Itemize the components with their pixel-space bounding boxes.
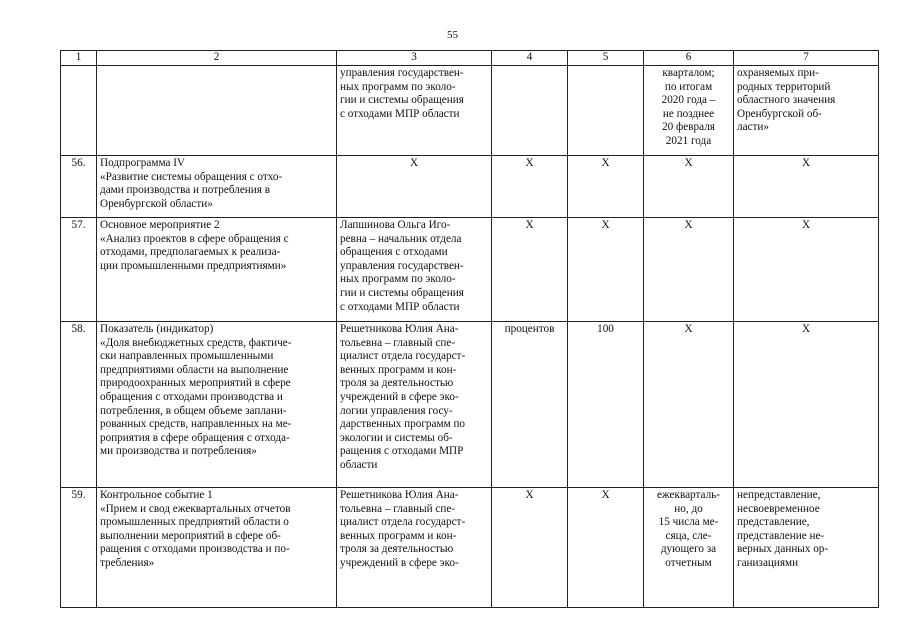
cell-line: промышленных предприятий области о [100, 516, 289, 529]
cell-line: роприятия в сфере обращения с отхода- [100, 431, 290, 444]
cell-line: «Анализ проектов в сфере обращения с [100, 232, 289, 245]
cell-line: верных данных ор- [737, 543, 829, 556]
cell-line: ревна – начальник отдела [340, 232, 462, 245]
cell-line: 15 числа ме- [658, 516, 719, 529]
cell-line: троля за деятельностью [340, 543, 454, 556]
cell-line: ращения с отходами производства и по- [100, 543, 290, 556]
event-name-cell [97, 322, 337, 488]
responsible-cell [337, 156, 492, 218]
note-cell [734, 488, 879, 608]
value-cell: X [568, 156, 644, 218]
cell-line: по итогам [664, 80, 713, 93]
column-header: 3 [337, 51, 492, 66]
note-cell [734, 322, 879, 488]
table-row [61, 218, 879, 322]
cell-line: дами производства и потребления в [100, 184, 270, 197]
cell-line: представление, [737, 516, 810, 529]
cell-line: X [684, 219, 693, 231]
note-cell [734, 66, 879, 156]
responsible-cell [337, 218, 492, 322]
table-row [61, 322, 879, 488]
row-number: 56. [61, 156, 97, 218]
cell-line: венных программ и кон- [340, 363, 457, 376]
cell-line: с отходами МПР области [340, 300, 460, 313]
value-cell: X [568, 218, 644, 322]
column-header: 7 [734, 51, 879, 66]
cell-line: непредставление, [737, 489, 821, 501]
column-header: 6 [644, 51, 734, 66]
cell-line: ми производства и потребления» [100, 445, 257, 458]
cell-line: отходами, предполагаемых к реализа- [100, 246, 281, 259]
event-name-cell [97, 488, 337, 608]
cell-line: Решетникова Юлия Ана- [340, 323, 459, 335]
cell-line: сяца, сле- [665, 529, 712, 542]
cell-line: тольевна – главный спе- [340, 336, 456, 349]
responsible-cell [337, 66, 492, 156]
deadline-cell [644, 322, 734, 488]
cell-line: Показатель (индикатор) [100, 323, 214, 335]
cell-line: с отходами МПР области [340, 107, 460, 120]
cell-line: Лапшинова Ольга Иго- [340, 219, 451, 231]
cell-line: учреждений в сфере эко- [340, 390, 459, 403]
cell-line: ласти» [737, 121, 769, 134]
deadline-cell [644, 66, 734, 156]
cell-line: Основное мероприятие 2 [100, 219, 220, 231]
cell-line: рованных средств, направленных на ме- [100, 418, 292, 431]
cell-line: 2021 года [665, 134, 712, 147]
deadline-cell [644, 488, 734, 608]
cell-line: несвоевременное [737, 502, 820, 515]
cell-line: но, до [674, 502, 703, 515]
deadline-cell [644, 156, 734, 218]
value-cell [568, 66, 644, 156]
cell-line: тольевна – главный спе- [340, 502, 456, 515]
cell-line: дарственных программ по [340, 418, 466, 431]
unit-cell: X [492, 218, 568, 322]
event-name-cell [97, 66, 337, 156]
deadline-cell [644, 218, 734, 322]
cell-line: Оренбургской об- [737, 107, 822, 120]
cell-line: охраняемых при- [737, 67, 819, 79]
value-cell: X [568, 488, 644, 608]
page-number: 55 [447, 29, 458, 41]
cell-line: ных программ по эколо- [340, 80, 456, 93]
responsible-cell [337, 322, 492, 488]
cell-line: отчетным [665, 556, 712, 569]
cell-line: управления государствен- [340, 67, 464, 79]
cell-line: ски направленных промышленными [100, 350, 274, 363]
event-name-cell [97, 218, 337, 322]
column-header: 2 [97, 51, 337, 66]
cell-line: гии и системы обращения [340, 94, 464, 107]
cell-line: ции промышленными предприятиями» [100, 259, 287, 272]
cell-line: обращения с отходами [340, 246, 448, 259]
cell-line: Решетникова Юлия Ана- [340, 489, 459, 501]
cell-line: предприятиями области на выполнение [100, 363, 289, 376]
cell-line: X [409, 157, 419, 169]
cell-line: управления государствен- [340, 259, 464, 272]
cell-line: природоохранных мероприятий в сфере [100, 377, 291, 390]
unit-cell: процентов [492, 322, 568, 488]
cell-line: требления» [100, 556, 155, 569]
unit-cell: X [492, 156, 568, 218]
cell-line: венных программ и кон- [340, 529, 457, 542]
cell-line: потребления, в общем объеме заплани- [100, 404, 287, 417]
cell-line: X [801, 323, 811, 335]
column-header: 1 [61, 51, 97, 66]
cell-line: не позднее [662, 107, 715, 120]
column-header: 4 [492, 51, 568, 66]
note-cell [734, 156, 879, 218]
cell-line: Оренбургской области» [100, 197, 213, 210]
cell-line: X [801, 219, 811, 231]
value-cell: 100 [568, 322, 644, 488]
cell-line: обращения с отходами производства и [100, 390, 283, 403]
cell-line: Подпрограмма IV [100, 157, 186, 169]
cell-line: циалист отдела государст- [340, 516, 466, 529]
event-name-cell [97, 156, 337, 218]
row-number [61, 66, 97, 156]
cell-line: гии и системы обращения [340, 286, 464, 299]
cell-line: циалист отдела государст- [340, 350, 466, 363]
cell-line: дующего за [660, 543, 717, 556]
table-row [61, 488, 879, 608]
cell-line: областного значения [737, 94, 836, 107]
cell-line: X [684, 323, 693, 335]
cell-line: ганизациями [737, 556, 799, 569]
cell-line: «Развитие системы обращения с отхо- [100, 170, 283, 183]
cell-line: «Прием и свод ежеквартальных отчетов [100, 502, 291, 515]
cell-line: области [340, 458, 378, 471]
note-cell [734, 218, 879, 322]
row-number: 58. [61, 322, 97, 488]
cell-line: Контрольное событие 1 [100, 489, 213, 501]
table-row [61, 156, 879, 218]
row-number: 59. [61, 488, 97, 608]
column-header: 5 [568, 51, 644, 66]
cell-line: X [801, 157, 811, 169]
cell-line: представление не- [737, 529, 825, 542]
cell-line: родных территорий [737, 80, 831, 93]
cell-line: ращения с отходами МПР [340, 445, 464, 458]
cell-line: выполнении мероприятий в сфере об- [100, 529, 281, 542]
cell-line: троля за деятельностью [340, 377, 454, 390]
unit-cell: X [492, 488, 568, 608]
cell-line: ных программ по эколо- [340, 273, 456, 286]
cell-line: 20 февраля [662, 121, 715, 134]
cell-line: логии управления госу- [340, 404, 453, 417]
row-number: 57. [61, 218, 97, 322]
column-numbers-row [61, 51, 879, 66]
cell-line: 2020 года – [661, 94, 716, 107]
cell-line: учреждений в сфере эко- [340, 556, 459, 569]
plan-table [60, 50, 879, 608]
cell-line: экологии и системы об- [340, 431, 453, 444]
cell-line: X [684, 157, 693, 169]
cell-line: кварталом; [662, 67, 715, 79]
responsible-cell [337, 488, 492, 608]
unit-cell [492, 66, 568, 156]
cell-line: ежекварталь- [657, 489, 720, 501]
table-row [61, 66, 879, 156]
cell-line: «Доля внебюджетных средств, фактиче- [100, 336, 292, 349]
